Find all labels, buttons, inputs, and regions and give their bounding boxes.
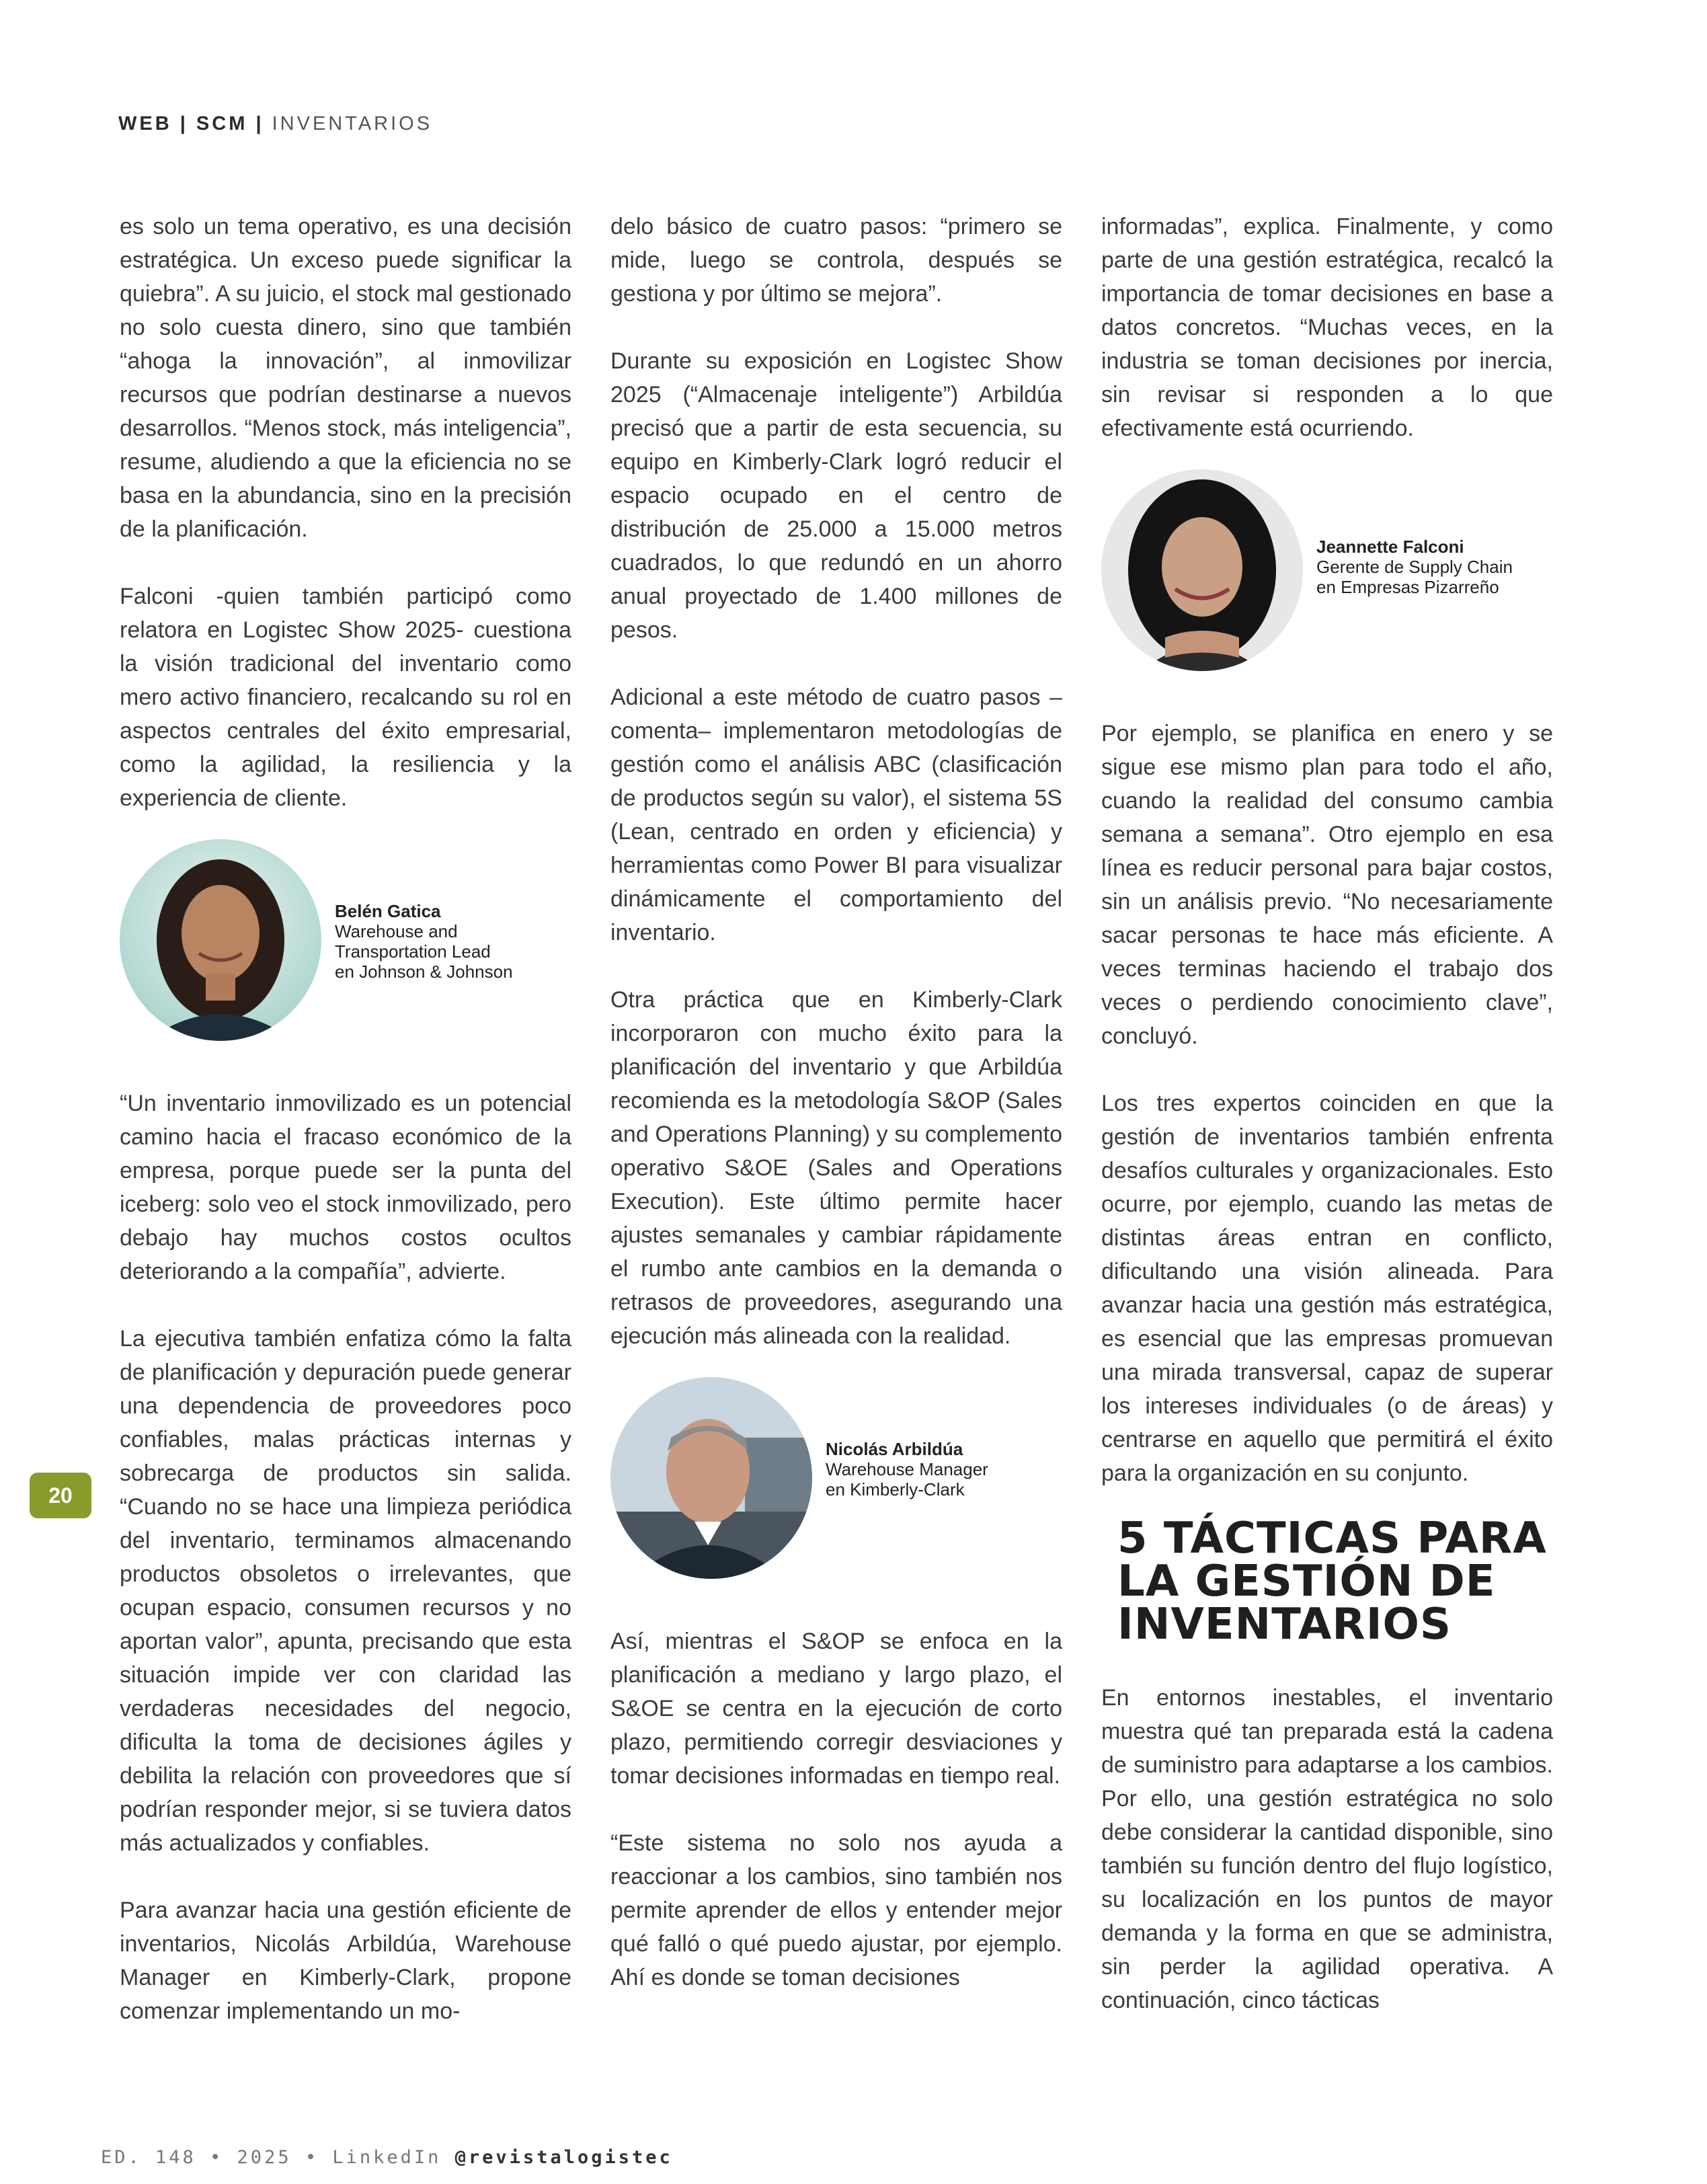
- profile-role: Warehouse and: [335, 921, 458, 941]
- paragraph: es solo un tema operativo, es una decisión estratégica. Un exceso puede significar la quiebra”. A su juicio, el stock mal gestionado no solo cuesta dinero, sino que también “ahoga la innovación”, al inmovilizar recursos que podrían destinarse a nuevos desarrollos. “Menos stock, más inteligencia”, resume, aludiendo a que la eficiencia no se basa en la abundancia, sino en la precisión de la planificación.: [120, 214, 571, 542]
- header-separator: |: [180, 113, 188, 134]
- section-title-line: 5 TÁCTICAS PARA: [1117, 1514, 1547, 1563]
- paragraph: “Un inventario inmovilizado es un potencial camino hacia el fracaso económico de la empresa, porque puede ser la punta del iceberg: solo veo el stock inmovilizado, pero debajo hay muchos costos ocultos deteriorando a la compañía”, advierte.: [120, 1091, 571, 1284]
- paragraph: informadas”, explica. Finalmente, y como parte de una gestión estratégica, recalcó la importancia de tomar decisiones en base a datos concretos. “Muchas veces, en la industria se toman decisiones por inercia, sin revisar si responden a lo que efectivamente está ocurriendo.: [1101, 214, 1553, 441]
- footer: [101, 2147, 673, 2168]
- avatar: [120, 839, 321, 1041]
- profile-company: en Empresas Pizarreño: [1316, 577, 1499, 597]
- section-title: [1101, 1514, 1553, 1649]
- paragraph: Falconi -quien también participó como relatora en Logistec Show 2025- cuestiona la visión tradicional del inventario como mero activo financiero, recalcando su rol en aspectos centrales del éxito empresarial, como la agilidad, la resiliencia y la experiencia de cliente.: [120, 584, 571, 811]
- avatar: [1101, 469, 1303, 671]
- header-inventarios: INVENTARIOS: [272, 113, 433, 134]
- profile-role: Transportation Lead: [335, 941, 491, 962]
- section-title-line: LA GESTIÓN DE: [1117, 1557, 1496, 1606]
- header-scm: SCM: [196, 113, 248, 134]
- profile-name: Jeannette Falconi: [1316, 537, 1464, 557]
- paragraph: “Este sistema no solo nos ayuda a reaccionar a los cambios, sino también nos permite aprender de ellos y entender mejor qué falló o qué puedo ajustar, por ejemplo. Ahí es donde se toman decisiones: [610, 1830, 1062, 1990]
- paragraph: Durante su exposición en Logistec Show 2025 (“Almacenaje inteligente”) Arbildúa precisó que a partir de esta secuencia, su equipo en Kimberly-Clark logró reducir el espacio ocupado en el centro de distribución de 25.000 a 15.000 metros cuadrados, lo que redundó en un ahorro anual proyectado de 1.400 millones de pesos.: [610, 348, 1062, 643]
- section-header: [118, 113, 432, 135]
- portrait-photo: [610, 1377, 812, 1579]
- avatar: [610, 1377, 812, 1579]
- paragraph: Otra práctica que en Kimberly-Clark incorporaron con mucho éxito para la planificación del inventario y que Arbildúa recomienda es la metodología S&OP (Sales and Operations Planning) y su complemento operativo S&OE (Sales and Operations Execution). Este último permite hacer ajustes semanales y cambiar rápidamente el rumbo ante cambios en la demanda o retrasos de proveedores, asegurando una ejecución más alineada con la realidad.: [610, 987, 1062, 1349]
- portrait-photo: [120, 839, 321, 1041]
- page-number: 20: [30, 1473, 91, 1518]
- footer-edition: ED. 148 • 2025 • LinkedIn: [101, 2147, 442, 2168]
- footer-handle: @revistalogistec: [454, 2147, 673, 2168]
- portrait-photo: [1101, 469, 1303, 671]
- section-title-line: INVENTARIOS: [1117, 1600, 1452, 1649]
- paragraph: La ejecutiva también enfatiza cómo la falta de planificación y depuración puede generar una dependencia de proveedores poco confiables, malas prácticas internas y sobrecarga de productos sin salida. “Cuando no se hace una limpieza periódica del inventario, terminamos almacenando productos obsoletos o irrelevantes, que ocupan espacio, consumen recursos y no aportan valor”, apunta, precisando que esta situación impide ver con claridad las verdaderas necesidades del negocio, dificulta la toma de decisiones ágiles y debilita la relación con proveedores que sí podrían responder mejor, si se tuviera datos más actualizados y confiables.: [120, 1326, 571, 1856]
- profile-company: en Johnson & Johnson: [335, 962, 513, 982]
- profile-jeannette-falconi: [1101, 469, 1553, 678]
- profile-role: Warehouse Manager: [826, 1459, 988, 1479]
- profile-caption: [1316, 537, 1513, 597]
- paragraph: Así, mientras el S&OP se enfoca en la planificación a mediano y largo plazo, el S&OE se centra en la ejecución de corto plazo, permitiendo corregir desviaciones y tomar decisiones informadas en tiempo real.: [610, 1629, 1062, 1789]
- paragraph: Para avanzar hacia una gestión eficiente de inventarios, Nicolás Arbildúa, Warehouse Manager en Kimberly-Clark, propone comenzar implementando un mo-: [120, 1898, 571, 2024]
- profile-name: Belén Gatica: [335, 901, 441, 921]
- profile-caption: [826, 1439, 988, 1499]
- header-separator: |: [255, 113, 264, 134]
- paragraph: delo básico de cuatro pasos: “primero se mide, luego se controla, después se gestiona y por último se mejora”.: [610, 214, 1062, 307]
- profile-role: Gerente de Supply Chain: [1316, 557, 1513, 577]
- paragraph: En entornos inestables, el inventario muestra qué tan preparada está la cadena de suministro para adaptarse a los cambios. Por ello, una gestión estratégica no solo debe considerar la cantidad disponible, sino también su función dentro del flujo logístico, su localización en los puntos de mayor demanda y la forma en que se administra, sin perder la agilidad operativa. A continuación, cinco tácticas: [1101, 1685, 1553, 2013]
- column-1: [120, 210, 571, 2028]
- profile-name: Nicolás Arbildúa: [826, 1439, 963, 1459]
- profile-nicolas-arbildua: [610, 1377, 1062, 1586]
- profile-belen-gatica: [120, 839, 571, 1048]
- profile-company: en Kimberly-Clark: [826, 1479, 965, 1499]
- profile-caption: [335, 901, 513, 982]
- column-2: [610, 210, 1062, 1994]
- header-web: WEB: [118, 113, 172, 134]
- paragraph: Por ejemplo, se planifica en enero y se sigue ese mismo plan para todo el año, cuando la realidad del consumo cambia semana a semana”. Otro ejemplo en esa línea es reducir personal para bajar costos, sin un análisis previo. “No necesariamente sacar personas te hace más eficiente. A veces terminas haciendo el trabajo dos veces o perdiendo conocimiento clave”, concluyó.: [1101, 721, 1553, 1049]
- paragraph: Adicional a este método de cuatro pasos –comenta– implementaron metodologías de gestión como el análisis ABC (clasificación de productos según su valor), el sistema 5S (Lean, centrado en orden y eficiencia) y herramientas como Power BI para visualizar dinámicamente el comportamiento del inventario.: [610, 685, 1062, 945]
- column-3: [1101, 210, 1553, 2017]
- paragraph: Los tres expertos coinciden en que la gestión de inventarios también enfrenta desafíos culturales y organizacionales. Esto ocurre, por ejemplo, cuando las metas de distintas áreas entran en conflicto, dificultando una visión alineada. Para avanzar hacia una gestión más estratégica, es esencial que las empresas promuevan una mirada transversal, capaz de superar los intereses individuales (o de áreas) y centrarse en aquello que permitirá el éxito para la organización en su conjunto.: [1101, 1091, 1553, 1486]
